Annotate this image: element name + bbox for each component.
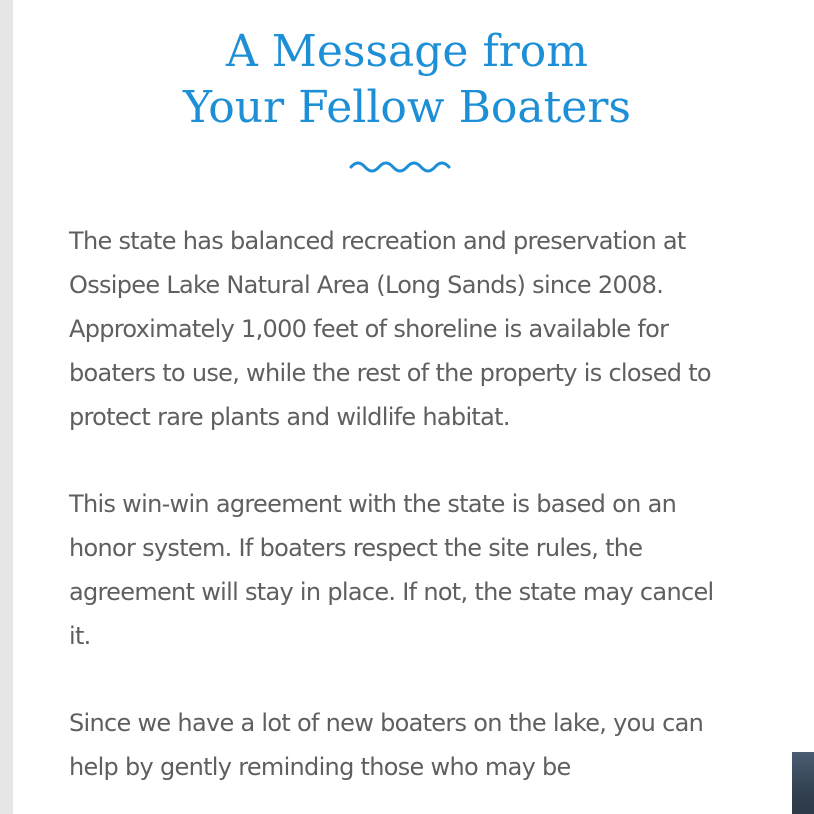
article-body — [69, 219, 734, 814]
paragraph-3: Since we have a lot of new boaters on the lake, you can help by gently reminding those who may be — [69, 709, 704, 781]
page-title — [13, 24, 801, 136]
paragraph-1: The state has balanced recreation and preservation at Ossipee Lake Natural Area (Long Sands) since 2008. Approximately 1,000 feet of shoreline is available for boaters to use, while the rest of the property is closed to protect rare plants and wildlife habitat. — [69, 227, 711, 431]
wave-divider-icon — [349, 155, 451, 175]
photo-edge — [792, 752, 814, 814]
title-line-1: A Message from — [226, 26, 588, 77]
left-margin-strip — [0, 0, 13, 814]
paragraph-2: This win-win agreement with the state is based on an honor system. If boaters respect the site rules, the agreement will stay in place. If not, the state may cancel it. — [69, 490, 714, 650]
title-line-2: Your Fellow Boaters — [183, 82, 631, 133]
